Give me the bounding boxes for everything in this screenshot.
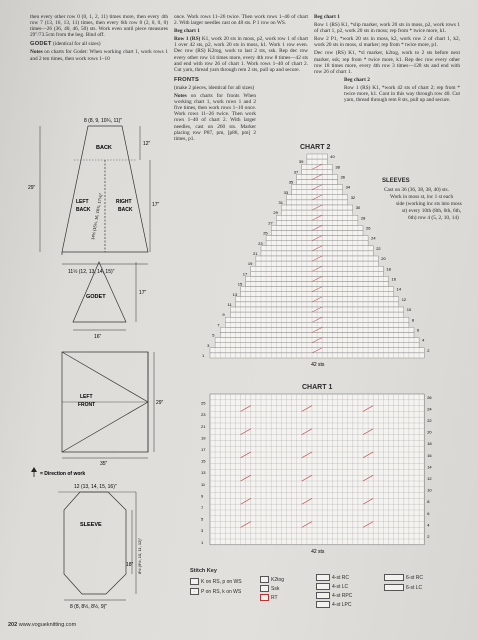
chart1-row-label: 13 [201, 470, 206, 476]
left-front-label-2: FRONT [78, 402, 96, 408]
6st-lc-symbol-icon [384, 584, 404, 591]
chart2-row-label: 7 [217, 322, 220, 328]
chart2-row-label: 19 [247, 261, 253, 267]
right-back-label-2: BACK [118, 207, 133, 213]
chart1-row-label: 24 [427, 406, 432, 412]
col3-beg-chart1: Beg chart 1 [314, 14, 340, 20]
sleeves-line-2: Work in moss st, inc 1 st each [390, 194, 454, 200]
fronts-sub: (make 2 pieces, identical for all sizes) [174, 84, 255, 91]
key-item-8: 4-st LPC [316, 601, 351, 608]
key-item-4: RT [260, 594, 278, 601]
chart2-row-label: 17 [242, 271, 248, 277]
k2tog-symbol-icon [260, 576, 269, 583]
key-item-0: K on RS, p on WS [190, 578, 242, 585]
chart2-row-label: 37 [293, 169, 299, 175]
left-back-label: LEFT [76, 199, 89, 205]
4st-lc-symbol-icon [316, 583, 330, 590]
left-front-label: LEFT [80, 394, 93, 400]
knit-symbol-icon [190, 578, 199, 585]
chart2-row-label: 16 [391, 276, 396, 282]
sleeve-len: 18" [126, 562, 134, 568]
godet-w: 16" [94, 334, 102, 340]
key-item-5: 4-st RC [316, 574, 349, 581]
chart1-row-label: 16 [427, 452, 432, 458]
key-item-6: 4-st LC [316, 583, 348, 590]
chart2-row-label: 11 [227, 302, 232, 307]
chart1-row-label: 8 [427, 499, 430, 505]
chart2-row-label: 26 [366, 225, 371, 231]
chart2-row-label: 5 [212, 332, 215, 338]
chart2-row-label: 13 [232, 291, 238, 297]
chart1-row-label: 20 [427, 429, 432, 435]
key-item-10: 6-st LC [384, 584, 422, 591]
col2-cont: once. Work rows 11–26 twice. Then work rows 1–40 of chart 2. With larger needles cast on 48 sts. P 1 row on WS. [174, 14, 308, 27]
chart2-row-label: 1 [202, 353, 205, 358]
right-back-label: RIGHT [116, 199, 132, 205]
sleeve-top-dim: 12 (13, 14, 15, 16)" [74, 484, 117, 490]
col3-row2: Row 2 P1, *work 20 sts in moss, k2, work row 2 of chart 1, k2, work 20 sts in moss, sl marker; rep from * twice more, p1. [314, 36, 460, 49]
chart1-row-label: 3 [201, 528, 204, 534]
chart1-sts-label: 42 sts [311, 548, 325, 555]
chart2-row-label: 8 [411, 317, 415, 323]
sleeve-bottom-dim: 8 (8, 8½, 8½, 9)" [70, 604, 108, 610]
sleeve-label: SLEEVE [80, 522, 102, 528]
direction-label: = Direction of work [40, 471, 86, 477]
sleeves-heading: SLEEVES [382, 178, 410, 184]
chart2-row-label: 30 [355, 205, 361, 211]
back-schematic [40, 126, 150, 264]
4st-rc-symbol-icon [316, 574, 330, 581]
chart2-row-label: 10 [406, 307, 412, 313]
key-item-7: 4-st RPC [316, 592, 352, 599]
chart2-row-label: 33 [283, 189, 289, 195]
chart2-row-label: 21 [253, 251, 258, 256]
chart2-row-label: 4 [422, 337, 425, 343]
godet-sub: (identical for all sizes) [52, 41, 101, 48]
chart2-row-label: 18 [386, 266, 391, 272]
chart1-row-label: 11 [201, 481, 206, 487]
chart1-row-label: 23 [201, 412, 206, 418]
chart1-row-label: 7 [201, 505, 204, 510]
back-total: 29" [28, 185, 36, 191]
chart2-row-label: 34 [345, 184, 351, 190]
chart1-row-label: 5 [201, 516, 204, 522]
chart2-row-label: 25 [263, 230, 268, 236]
chart1-row-label: 4 [427, 522, 430, 528]
chart2-grid [210, 154, 424, 358]
godet-heading: GODET [30, 41, 52, 48]
fronts-notes-label: Notes [174, 93, 187, 100]
back-bottom-dim: 11½ (12, 13, 14, 15)" [68, 269, 115, 275]
key-title: Stitch Key [190, 568, 217, 574]
chart2-row-label: 22 [376, 245, 381, 251]
chart2 [198, 152, 448, 378]
chart2-row-label: 32 [350, 194, 356, 200]
rt-symbol-icon [260, 594, 269, 601]
purl-symbol-icon: · [190, 588, 199, 595]
back-side-dim: 14½ (15¼, 16, 16¾, 17½)" [90, 192, 104, 241]
direction-arrow-icon [31, 467, 37, 477]
col2-row1-label: Row 1 (RS) [174, 36, 201, 43]
chart2-row-label: 35 [288, 179, 294, 185]
chart1-row-label: 1 [201, 539, 204, 545]
chart2-row-label: 15 [237, 281, 243, 287]
sleeves-line-4: st) every 10th (8th, 6th, 6th, [402, 208, 462, 214]
chart1-row-label: 10 [427, 487, 432, 493]
sleeves-line-3: side (working inc sts into moss [396, 201, 462, 207]
footer-url: www.vogueknitting.com [18, 622, 77, 628]
chart1-row-label: 18 [427, 441, 432, 447]
col2-row1: K1, work 20 sts in moss, p2, work row 1 of chart 1 over 42 sts, p2, work 20 sts in moss, k1. Work 1 row even. Dec row (RS) K2tog, work to last 2 sts, ssk. Rep dec row every other row 14 times more, every 4th row 8 times—42 sts and end with row 26 of chart 1. Work rows 1–40 of chart 2. Cut yarn, thread yarn through rem 2 sts, pull up and secure. [174, 36, 308, 73]
chart1 [196, 392, 448, 562]
left-front-schematic [62, 352, 154, 458]
chart1-row-label: 19 [201, 435, 206, 441]
godet-h: 17" [139, 290, 147, 296]
chart2-row-label: 39 [298, 159, 304, 165]
col2-beg-chart1: Beg chart 1 [174, 28, 200, 35]
key-item-1: · P on RS, k on WS [190, 588, 241, 595]
chart1-row-label: 25 [201, 400, 206, 406]
6st-rc-symbol-icon [384, 574, 404, 581]
chart2-row-label: 2 [427, 347, 430, 353]
4st-lpc-symbol-icon [316, 601, 330, 608]
col1-intro: then every other row 0 (0, 1, 2, 11) times more, then every 4th row 7 (13, 16, 13, 11) times, then every 6th row 8 (2, 0, 0, 0) times—26 (36, 40, 46, 50) sts. Work even until piece measures 29"/73.5cm from the beg. Bind off. [30, 14, 168, 39]
chart1-title: CHART 1 [302, 384, 333, 391]
col3-chart2-row: Row 1 (RS) K1, *work 42 sts of chart 2; rep from * twice more, k1. Cont in this way through row 40. Cut yarn, thread through rem 8 sts, pull up and secure. [344, 84, 460, 104]
sleeve-side-dim: 8½ (9½, 10, 11, 12)" [137, 537, 142, 574]
chart2-row-label: 3 [207, 342, 210, 348]
godet-notes: on charts for Godet: When working chart 1, work rows 1 and 2 ten times, then work rows 1–10 [30, 49, 168, 62]
back-h1: 12" [143, 141, 151, 147]
chart1-row-label: 17 [201, 447, 206, 452]
back-top-dim: 8 (8, 9, 10¼, 11)" [84, 118, 123, 124]
chart1-row-label: 2 [427, 534, 430, 539]
chart1-row-label: 14 [427, 464, 432, 470]
key-item-3: Ssk [260, 585, 279, 592]
chart2-row-label: 36 [340, 174, 345, 180]
page-footer [8, 622, 76, 628]
page-number: 202 [8, 622, 18, 628]
key-item-9: 6-st RC [384, 574, 423, 581]
back-h2: 17" [152, 202, 160, 208]
col3-beg-chart2: Beg chart 2 [344, 76, 370, 83]
front-w: 35" [100, 461, 108, 467]
chart1-row-label: 15 [201, 458, 206, 464]
chart2-row-label: 20 [381, 256, 386, 262]
front-h: 29" [156, 400, 164, 406]
chart1-row-label: 6 [427, 510, 430, 516]
back-label: BACK [96, 145, 112, 151]
fronts-heading: FRONTS [174, 76, 200, 83]
col3-dec: Dec row (RS) K1, *sl marker, k2tog, work to 2 sts before next marker, ssk; rep from * twice more, k1. Rep dec row every other row 18 times more, every 4th row 3 times—128 sts and end with row 26 of chart 1. [314, 50, 460, 75]
key-item-2: K2tog [260, 576, 284, 583]
chart1-row-label: 9 [201, 493, 204, 499]
chart2-row-label: 23 [258, 240, 263, 246]
chart2-row-label: 31 [278, 200, 283, 205]
chart2-title: CHART 2 [300, 144, 331, 151]
chart2-row-label: 40 [330, 154, 335, 160]
chart2-row-label: 24 [371, 235, 376, 241]
chart1-grid [210, 394, 424, 545]
chart1-row-label: 22 [427, 418, 432, 423]
chart2-row-label: 14 [396, 286, 402, 292]
godet-notes-label: Notes [30, 49, 43, 56]
left-back-label-2: BACK [76, 207, 91, 213]
ssk-symbol-icon [260, 585, 269, 592]
chart2-row-label: 38 [335, 164, 340, 170]
chart2-row-label: 27 [268, 220, 273, 226]
sleeves-line-5: 6th) row 4 (5, 2, 10, 14) [408, 215, 459, 221]
sleeves-line-1: Cast on 36 (36, 38, 38, 40) sts. [384, 187, 449, 193]
chart2-row-label: 12 [401, 296, 407, 302]
chart1-row-label: 21 [201, 423, 206, 429]
sleeve-schematic [58, 492, 136, 600]
chart1-row-label: 26 [427, 394, 432, 400]
fronts-notes: on charts for fronts When working chart 1, work rows 1 and 2 five times, then work rows 1–10 once. Work rows 11–26 twice. Then work rows 1–40 of chart 2. With larger needles, cast on 260 sts. Marker placing row P87, pm, [p86, pm] 2 times, p1. [174, 93, 256, 142]
chart2-row-label: 9 [222, 312, 225, 318]
col3-row1: Row 1 (RS) K1, *slip marker, work 20 sts in moss, p2, work rows 1 of chart 1, p2, work 20 sts in moss; rep from * twice more, k1. [314, 22, 460, 35]
chart2-row-label: 29 [273, 210, 278, 216]
chart1-row-label: 12 [427, 476, 432, 481]
godet-label: GODET [86, 294, 106, 300]
4st-rpc-symbol-icon [316, 592, 330, 599]
chart2-row-label: 28 [360, 215, 366, 221]
chart2-row-label: 6 [417, 327, 420, 333]
chart2-sts-label: 42 sts [311, 362, 325, 368]
